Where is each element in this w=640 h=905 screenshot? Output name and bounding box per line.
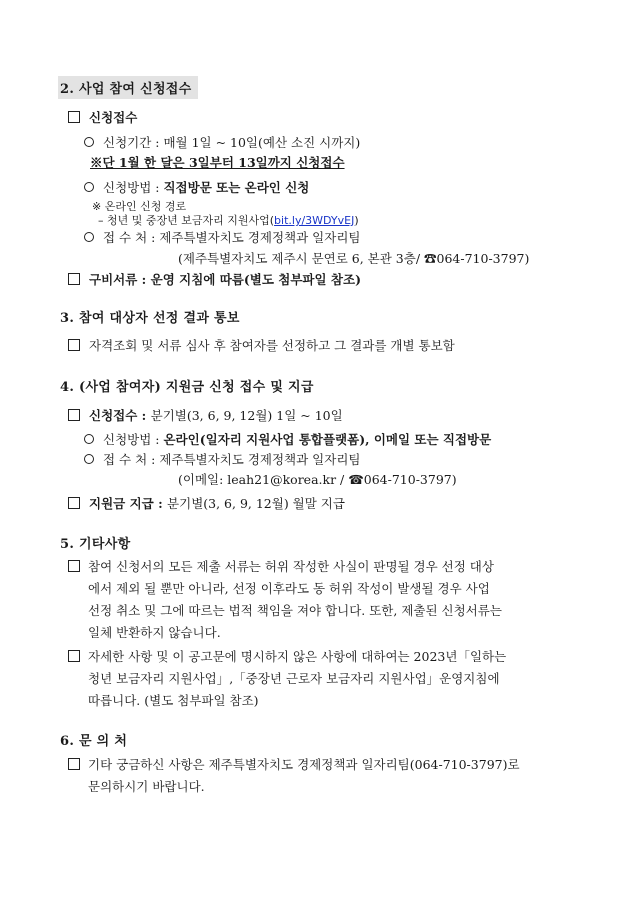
square-bullet-icon [68,339,80,351]
s2-docs [68,270,361,288]
s4-office [84,450,360,468]
s2-period-label: 신청기간 : 매월 1일 ~ 10일(예산 소진 시까지) [103,135,361,150]
text-line: 선정 취소 및 그에 따르는 법적 책임을 져야 합니다. 또한, 제출된 신청서류는 [88,603,502,618]
s4-apply-value: 분기별(3, 6, 9, 12월) 1일 ~ 10일 [150,408,343,423]
circle-bullet-icon [84,182,94,192]
square-bullet-icon [68,650,80,662]
s2-office [84,228,360,246]
text-line: 따릅니다. (별도 첨부파일 참조) [88,693,259,708]
s2-apply-label: 신청접수 [89,110,138,125]
text-line: 기타 궁금하신 사항은 제주특별자치도 경제정책과 일자리팀(064-710-3797)로 [88,757,520,772]
square-bullet-icon [68,273,80,285]
s5-para1-text [88,556,583,644]
s4-office-contact: (이메일: leah21@korea.kr / ☎064-710-3797) [178,472,457,487]
circle-bullet-icon [84,454,94,464]
circle-bullet-icon [84,137,94,147]
s2-docs-label: 구비서류 : [89,272,151,287]
square-bullet-icon [68,409,80,421]
text-line: 문의하시기 바랍니다. [88,779,205,794]
s4-office-label: 접 수 처 : 제주특별자치도 경제정책과 일자리팀 [103,452,361,467]
circle-bullet-icon [84,232,94,242]
section-5-heading: 5. 기타사항 [60,537,131,552]
s2-item-apply [68,108,137,126]
square-bullet-icon [68,560,80,572]
s5-paragraph-1 [0,556,640,646]
section-2-heading: 2. 사업 참여 신청접수 [58,76,198,99]
s5-paragraph-2 [0,646,640,714]
s4-pay [68,494,345,512]
s2-office-label: 접 수 처 : 제주특별자치도 경제정책과 일자리팀 [103,230,361,245]
section-6-heading: 6. 문 의 처 [60,734,128,749]
s2-online-path-end: ) [354,214,359,227]
s2-method-value: 직접방문 또는 온라인 신청 [163,180,310,195]
text-line: 일체 반환하지 않습니다. [88,625,221,640]
text-line: 자세한 사항 및 이 공고문에 명시하지 않은 사항에 대하여는 2023년「일하는 [88,649,507,664]
s4-apply [68,406,343,424]
s3-item [68,336,455,354]
s4-apply-label: 신청접수 : [89,408,151,423]
s4-pay-value: 분기별(3, 6, 9, 12월) 월말 지급 [167,496,345,511]
s4-method [84,430,491,448]
s2-method-label: 신청방법 : [103,180,164,195]
s4-pay-label: 지원금 지급 : [89,496,168,511]
section-3-heading: 3. 참여 대상자 선정 결과 통보 [60,311,240,326]
s2-method [84,178,309,196]
s2-online-path-text: – 청년 및 중장년 보금자리 지원사업( [98,214,275,227]
s2-docs-value: 운영 지침에 따름(별도 첨부파일 참조) [150,272,361,287]
s4-method-label: 신청방법 : [103,432,164,447]
s2-office-address: (제주특별자치도 제주시 문연로 6, 본관 3층/ ☎064-710-3797) [178,251,530,266]
text-line: 에서 제외 될 뿐만 아니라, 선정 이후라도 동 허위 작성이 발생될 경우 사업 [88,581,490,596]
s3-text: 자격조회 및 서류 심사 후 참여자를 선정하고 그 결과를 개별 통보함 [89,338,455,353]
s2-period [84,133,360,151]
section-4-heading: 4. (사업 참여자) 지원금 신청 접수 및 지급 [60,380,314,395]
s2-online-note: ※ 온라인 신청 경로 [92,200,187,213]
s2-online-path [98,212,359,228]
s6-text [88,754,583,798]
square-bullet-icon [68,111,80,123]
square-bullet-icon [68,497,80,509]
s5-para2-text [88,646,583,712]
s4-method-value: 온라인(일자리 지원사업 통합플랫폼), 이메일 또는 직접방문 [163,432,492,447]
text-line: 청년 보금자리 지원사업」,「중장년 근로자 보금자리 지원사업」운영지침에 [88,671,500,686]
square-bullet-icon [68,758,80,770]
text-line: 참여 신청서의 모든 제출 서류는 허위 작성한 사실이 판명될 경우 선정 대상 [88,559,494,574]
online-application-link[interactable]: bit.ly/3WDYvEJ [274,214,355,227]
circle-bullet-icon [84,434,94,444]
s2-period-note: ※단 1월 한 달은 3일부터 13일까지 신청접수 [90,155,345,170]
s6-paragraph [0,754,640,800]
